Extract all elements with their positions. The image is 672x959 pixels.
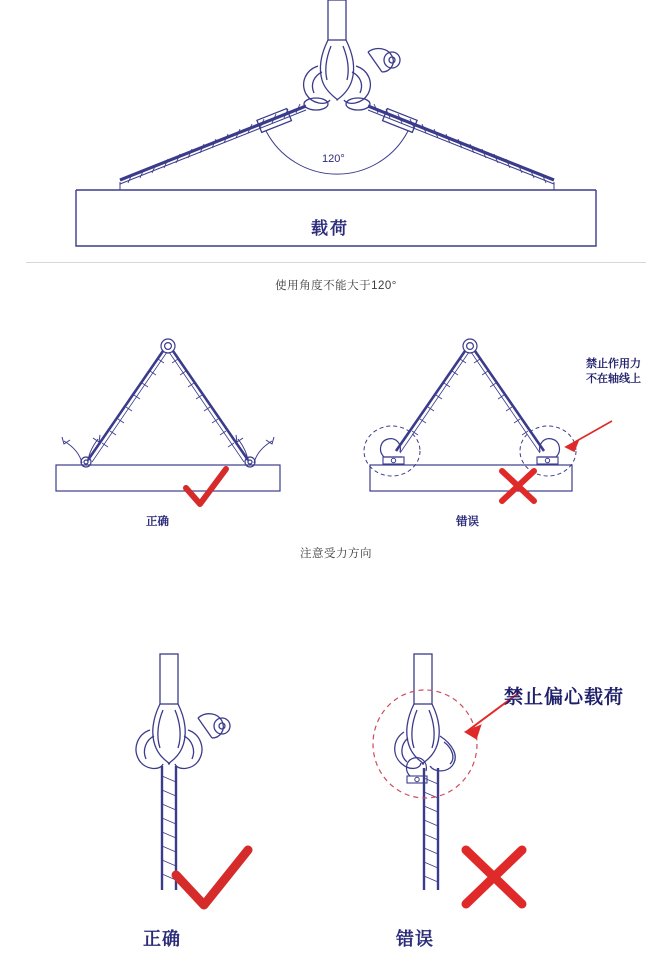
section-force-direction	[0, 305, 672, 570]
check-mark-icon	[176, 850, 248, 905]
eccentric-load-drawing	[0, 600, 672, 959]
label-wrong-eccentric: 错误	[396, 929, 434, 949]
warning-line-1: 禁止作用力	[586, 358, 641, 370]
angle-value-label: 120°	[322, 153, 345, 165]
warning-line-2: 不在轴线上	[586, 372, 641, 385]
warning-force-axis	[586, 357, 672, 387]
section-angle-limit	[0, 0, 672, 305]
cross-mark-icon	[466, 850, 522, 904]
divider-1	[26, 262, 646, 263]
check-mark-icon	[186, 469, 226, 504]
label-correct-eccentric: 正确	[143, 929, 181, 949]
cross-mark-icon	[502, 471, 534, 501]
label-correct-force: 正确	[146, 516, 169, 528]
caption-force-direction: 注意受力方向	[300, 548, 372, 560]
force-direction-drawing	[0, 305, 672, 570]
load-label: 载荷	[311, 219, 349, 238]
section-eccentric-load	[0, 600, 672, 959]
warning-eccentric-load: 禁止偏心载荷	[504, 687, 625, 708]
label-wrong-force: 错误	[456, 516, 479, 528]
caption-angle-limit: 使用角度不能大于120°	[275, 280, 397, 292]
